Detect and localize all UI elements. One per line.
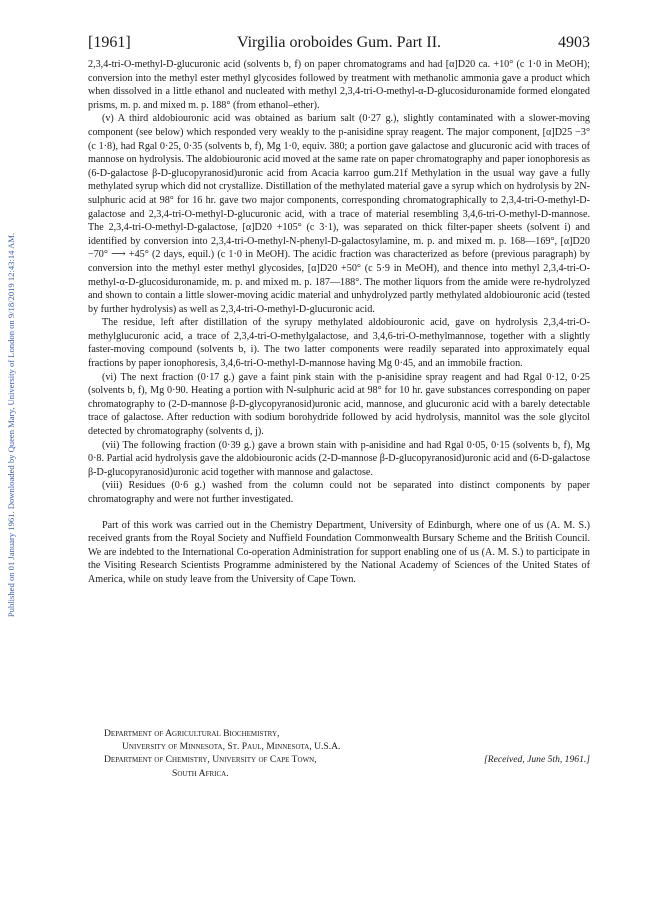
received-date: [Received, June 5th, 1961.] (483, 754, 590, 765)
header-year: [1961] (88, 34, 131, 51)
paragraph-viii: (viii) Residues (0·6 g.) washed from the column could not be separated into distinct components by paper chromatography and were not further investigated. (88, 480, 590, 505)
download-note: Published on 01 January 1961. Downloaded by Queen Mary, University of London on 9/18/2019 12:43:14 AM. (6, 232, 16, 618)
paragraph-continued: 2,3,4-tri-O-methyl-D-glucuronic acid (solvents b, f) on paper chromatograms and had [α]D20 ca. +10° (c 1·0 in MeOH); conversion into the methyl ester methyl glycosides followed by treatment with methanolic ammonia gave a product which when dissolved in a little ethanol and nucleated with methyl 2,3,4-tri-O-methyl-α-D-glucosiduronamide formed elongated prisms, m. p. and mixed m. p. 188° (from ethanol–ether). (88, 59, 590, 111)
address-line: South Africa. (172, 767, 229, 779)
page-number: 4903 (558, 34, 590, 51)
acknowledgements: Part of this work was carried out in the Chemistry Department, University of Edinburgh, where one of us (A. M. S.) received grants from the Royal Society and Nuffield Foundation Commonwealth Bursary Scheme and the British Council. We are indebted to the International Co-operation Administration for support enabling one of us (A. M. S.) to participate in the Visiting Research Scientists Programme administered by the National Academy of Sciences of the United States of America, while on study leave from the University of Cape Town. (88, 519, 590, 585)
paragraph-residue: The residue, left after distillation of the syrupy methylated aldobiouronic acid, gave on hydrolysis 2,3,4-tri-O-methylglucuronic acid, a trace of 2,3,4-tri-O-methylgalactose, and 3,4,6-tri-O-methylmannose, together with a slightly faster-moving compound (solvents b, i). The two latter components were readily separated into approximately equal fractions by paper ionophoresis, 3,4,6-tri-O-methyl-D-mannose having Mg 0·45, and an immobile fraction. (88, 317, 590, 370)
address-line: Department of Chemistry, University of Cape Town, (104, 754, 317, 766)
article-body (88, 58, 590, 587)
paragraph-vi: (vi) The next fraction (0·17 g.) gave a faint pink stain with the p-anisidine spray reagent and had Rgal 0·12, 0·25 (solvents b, f), Mg 0·90. Heating a portion with N-sulphuric acid at 98° for 10 hr. gave substances corresponding on paper chromatography to (2-D-mannose β-D-glycopyranosid)uronic acid, mannose, and glucuronic acid with a barely detectable trace of galactose. After reduction with sodium borohydride followed by acid hydrolysis, mannitol was the sole glycitol detected by chromatography (solvents d, j). (88, 371, 590, 438)
header-title: Virgilia oroboides Gum. Part II. (236, 34, 442, 51)
address-line: University of Minnesota, St. Paul, Minnesota, U.S.A. (122, 741, 341, 753)
download-watermark (0, 80, 22, 770)
paragraph-vii: (vii) The following fraction (0·39 g.) gave a brown stain with p-anisidine and had Rgal 0·05, 0·15 (solvents b, f), Mg 0·8. Partial acid hydrolysis gave the aldobiouronic acids (2-D-mannose β-D-glucopyranosid)uronic acid and (6-D-galactose β-D-glucopyranosid)uronic acid together with mannose and galactose. (88, 439, 590, 478)
paragraph-v: (v) A third aldobiouronic acid was obtained as barium salt (0·27 g.), slightly contaminated with a slower-moving component (see below) which responded very weakly to the p-anisidine spray reagent. The major component, [α]D25 −3° (c 1·8), had Rgal 0·25, 0·35 (solvents b, f), Mg 1·0, equiv. 380; a portion gave galactose and glucuronic acid with traces of mannose on hydrolysis. The aldobiouronic acid moved at the same rate on paper chromatography and paper ionophoresis as (6-D-galactose β-D-glucopyranosid)uronic acid from Acacia karroo gum.21f Methylation in the usual way gave a fully methylated syrup which did not crystallize. Distillation of the methylated material gave a syrup which on hydrolysis by 2N-sulphuric acid at 98° for 16 hr. gave two major components, corresponding chromatographically to 2,3,4-tri-O-methyl-D-galactose and 2,3,4-tri-O-methyl-D-glucuronic acid, with a trace of material resembling 3,4,6-tri-O-methyl-D-mannose. The 2,3,4-tri-O-methyl-D-galactose, [α]D20 +105° (c 3·1), was separated on thick filter-paper sheets (solvent i) and identified by conversion into 2,3,4-tri-O-methyl-N-phenyl-D-galactosylamine, m. p. and mixed m. p. 168—169°, [α]D20 −70° ⟶ +45° (2 days, equil.) (c 1·0 in MeOH). The acidic fraction was characterized as before (previous paragraph) by conversion into the methyl ester methyl glycosides, [α]D20 +50° (c 5·9 in MeOH), and thence into methyl 2,3,4-tri-O-methyl-α-D-glucosiduronamide, m. p. and mixed m. p. 187—188°. The mother liquors from the amide were re-hydrolyzed and shown to contain a little slower-moving acidic material and unhydrolyzed partly methylated aldobiouronic acid (tested by further hydrolysis) as well as 2,3,4-tri-O-methyl-D-glucuronic acid. (88, 113, 590, 315)
running-header (88, 34, 590, 56)
address-line: Department of Agricultural Biochemistry, (104, 728, 280, 739)
